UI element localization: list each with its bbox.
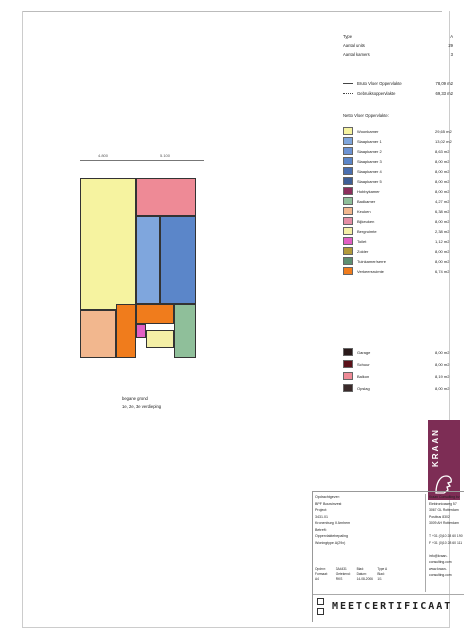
info-value: A (450, 34, 453, 39)
legend-item (343, 216, 453, 226)
legend-name: Toilet (357, 238, 367, 244)
legend-item (343, 176, 453, 186)
room-slaapkamer-2 (160, 216, 196, 304)
legend-value: 8,63 m2 (435, 148, 450, 154)
company-line: 3009 AH Rotterdam (429, 521, 459, 525)
company-line: T +31 (0)10 28 60 190 (429, 534, 463, 538)
checkbox-icon (317, 608, 324, 615)
legend-value: 1,12 m2 (435, 238, 450, 244)
legend-item (343, 136, 453, 146)
legend-name: Garage (357, 349, 371, 355)
company-line: F +31 (0)10 28 60 111 (429, 540, 463, 545)
title-block-line: Oppervlaktebepaling (315, 534, 348, 538)
room-verkeersruimte (116, 304, 136, 358)
legend-swatch (343, 237, 353, 245)
legend-swatch (343, 372, 353, 380)
legend-swatch (343, 197, 353, 205)
legend-swatch (343, 127, 353, 135)
legend-item (343, 246, 453, 256)
legend-swatch (343, 247, 353, 255)
info-row-units (343, 41, 453, 50)
legend-value: 8,19 m2 (435, 373, 450, 379)
outdoor-legend (343, 346, 453, 394)
legend-swatch (343, 147, 353, 155)
title-block-cell: Datum: (356, 572, 367, 576)
gebruik-row (343, 89, 453, 99)
area-summary (343, 79, 453, 98)
title-block-cell: Formaat: (315, 572, 328, 576)
legend-value: 8,00 m2 (435, 258, 450, 264)
legend-name: Badkamer (357, 198, 376, 204)
legend-item (343, 156, 453, 166)
legend-item (343, 166, 453, 176)
dimension-right: 5.100 (160, 153, 171, 158)
legend-item (343, 370, 453, 382)
legend-name: Bijkeuken (357, 218, 375, 224)
legend-swatch (343, 267, 353, 275)
legend-name: Slaapkamer 4 (357, 168, 382, 174)
legend-item (343, 226, 453, 236)
title-block-cell: Opdrnr: (315, 567, 326, 571)
legend-item (343, 206, 453, 216)
info-label: Aantal units (343, 43, 365, 48)
room-hal (136, 304, 174, 324)
title-block-cell: Blad: (377, 572, 385, 576)
legend-value: 8,00 m2 (435, 188, 450, 194)
title-block-line: BPF Bouwinvest (315, 501, 342, 506)
legend-name: Schuur (357, 361, 370, 367)
plan-caption (122, 395, 161, 411)
info-row-rooms (343, 50, 453, 59)
legend-name: Opslag (357, 385, 370, 391)
title-block-cell: Type A (377, 567, 388, 571)
bruto-value: 78,09 m2 (435, 81, 453, 86)
certificate-banner (313, 594, 464, 617)
legend-value: 8,00 m2 (435, 218, 450, 224)
legend-value: 13,02 m2 (435, 138, 452, 144)
legend-swatch (343, 137, 353, 145)
page-border-bottom (22, 627, 450, 628)
legend-item (343, 358, 453, 370)
company-line: 3067 GL Rotterdam (429, 508, 459, 512)
legend-item (343, 146, 453, 156)
legend-swatch (343, 177, 353, 185)
gebruik-line-icon (343, 93, 353, 94)
gebruik-label: Gebruiksoppervlakte (357, 90, 396, 96)
info-label: Aantal kamers (343, 52, 370, 57)
legend-name: Slaapkamer 3 (357, 158, 382, 164)
checkbox-icon (317, 598, 324, 605)
legend-swatch (343, 187, 353, 195)
title-block-line: Betreft: (315, 527, 327, 532)
floor-plan (74, 153, 212, 364)
legend-value: 6,74 m2 (435, 268, 450, 274)
legend-value: 8,00 m2 (435, 168, 450, 174)
legend-item (343, 236, 453, 246)
legend-value: 8,00 m2 (435, 361, 450, 367)
legend-name: Slaapkamer 1 (357, 138, 382, 144)
legend-value: 8,00 m2 (435, 178, 450, 184)
legend-name: Zolder (357, 248, 369, 254)
room-keuken (80, 310, 116, 358)
title-block-line: Kronenburg II Arnhem (315, 521, 351, 525)
legend-value: 8,00 m2 (435, 248, 450, 254)
legend-swatch (343, 360, 353, 368)
title-block-cell (398, 577, 419, 582)
legend-item (343, 256, 453, 266)
title-block-cell: 14-08-2006 (356, 577, 373, 581)
legend-name: Balkon (357, 373, 370, 379)
legend-value: 8,00 m2 (435, 385, 450, 391)
legend-value: 2,38 m2 (435, 228, 450, 234)
legend-name: Keuken (357, 208, 371, 214)
title-block-company (425, 494, 464, 592)
title-block-line: Opdrachtgever: (315, 495, 340, 499)
title-block-cell: 1/1 (377, 577, 382, 581)
page-border-left (22, 11, 23, 628)
logo-text: KRAAN (431, 428, 440, 468)
company-line: Kraan Consulting bv (429, 495, 460, 499)
room-badkamer (174, 304, 196, 358)
dimension-line-left (80, 160, 136, 161)
room-toilet (136, 324, 146, 338)
title-block-cell: Blad: (356, 567, 364, 571)
legend-item (343, 186, 453, 196)
legend-swatch (343, 384, 353, 392)
dimension-left: 4.800 (98, 153, 109, 158)
legend-item (343, 196, 453, 206)
company-line: Postbus 8302 (429, 514, 450, 519)
info-row-type (343, 32, 453, 41)
info-label: Type (343, 34, 353, 39)
legend-name: Bergruimte (357, 228, 377, 234)
legend-value: 8,00 m2 (435, 158, 450, 164)
caption-line-2: 1e, 2e, 3e verdieping (122, 404, 162, 409)
room-bergruimte (146, 330, 174, 348)
kraan-logo (428, 420, 460, 500)
legend-swatch (343, 217, 353, 225)
title-block-line: 3431.01 (315, 514, 328, 519)
page-border-top (22, 11, 442, 12)
room-balkon (136, 178, 196, 216)
legend-value: 4,27 m2 (435, 198, 450, 204)
company-line: Elektronicaweg 57 (429, 501, 457, 506)
room-slaapkamer-1 (136, 216, 160, 304)
legend-name: Slaapkamer 5 (357, 178, 382, 184)
bruto-row (343, 79, 453, 89)
legend-value: 6,38 m2 (435, 208, 450, 214)
title-block-cell: Getekend: (335, 572, 351, 576)
legend-name: Hobbykamer (357, 188, 380, 194)
legend-name: Woonkamer (357, 128, 379, 134)
title-block-cell: 3A4431 (335, 567, 347, 571)
room-woonkamer (80, 178, 136, 310)
info-table (343, 32, 453, 59)
legend-item (343, 382, 453, 394)
checkbox-icons (317, 598, 324, 615)
legend-swatch (343, 157, 353, 165)
netto-label: Netto Vloer Oppervlakte: (343, 113, 389, 118)
legend-swatch (343, 257, 353, 265)
bruto-line-icon (343, 83, 353, 84)
legend-swatch (343, 167, 353, 175)
legend-name: Tuinkamer/serre (357, 258, 386, 264)
legend-name: Verkeersruimte (357, 268, 384, 274)
title-block-project (315, 494, 419, 546)
dimension-line-right (136, 160, 204, 161)
gebruik-value: 69,33 m2 (435, 90, 453, 96)
legend-name: Slaapkamer 2 (357, 148, 382, 154)
legend-swatch (343, 227, 353, 235)
bruto-label: Bruto Vloer Oppervlakte (357, 81, 402, 86)
legend-value: 8,00 m2 (435, 349, 450, 355)
legend-swatch (343, 348, 353, 356)
certificate-title: MEETCERTIFICAAT (332, 600, 453, 612)
title-block (312, 491, 464, 622)
info-value: 3 (450, 52, 453, 57)
company-line: www.kraan-consulting.com (429, 566, 452, 577)
legend-value: 29,65 m2 (435, 128, 452, 134)
caption-line-1: begane grond (122, 396, 148, 401)
legend-item (343, 126, 453, 136)
title-block-grid (315, 567, 419, 582)
legend-item (343, 266, 453, 276)
title-block-line: Woningtype A(29x) (315, 540, 346, 545)
legend-item (343, 346, 453, 358)
room-legend (343, 126, 453, 276)
legend-swatch (343, 207, 353, 215)
info-value: 29 (448, 43, 453, 48)
title-block-cell: A4 (315, 577, 319, 581)
title-block-cell: RKS (335, 577, 343, 581)
title-block-line: Project: (315, 508, 328, 512)
company-line: info@kraan-consulting.com (429, 553, 452, 564)
